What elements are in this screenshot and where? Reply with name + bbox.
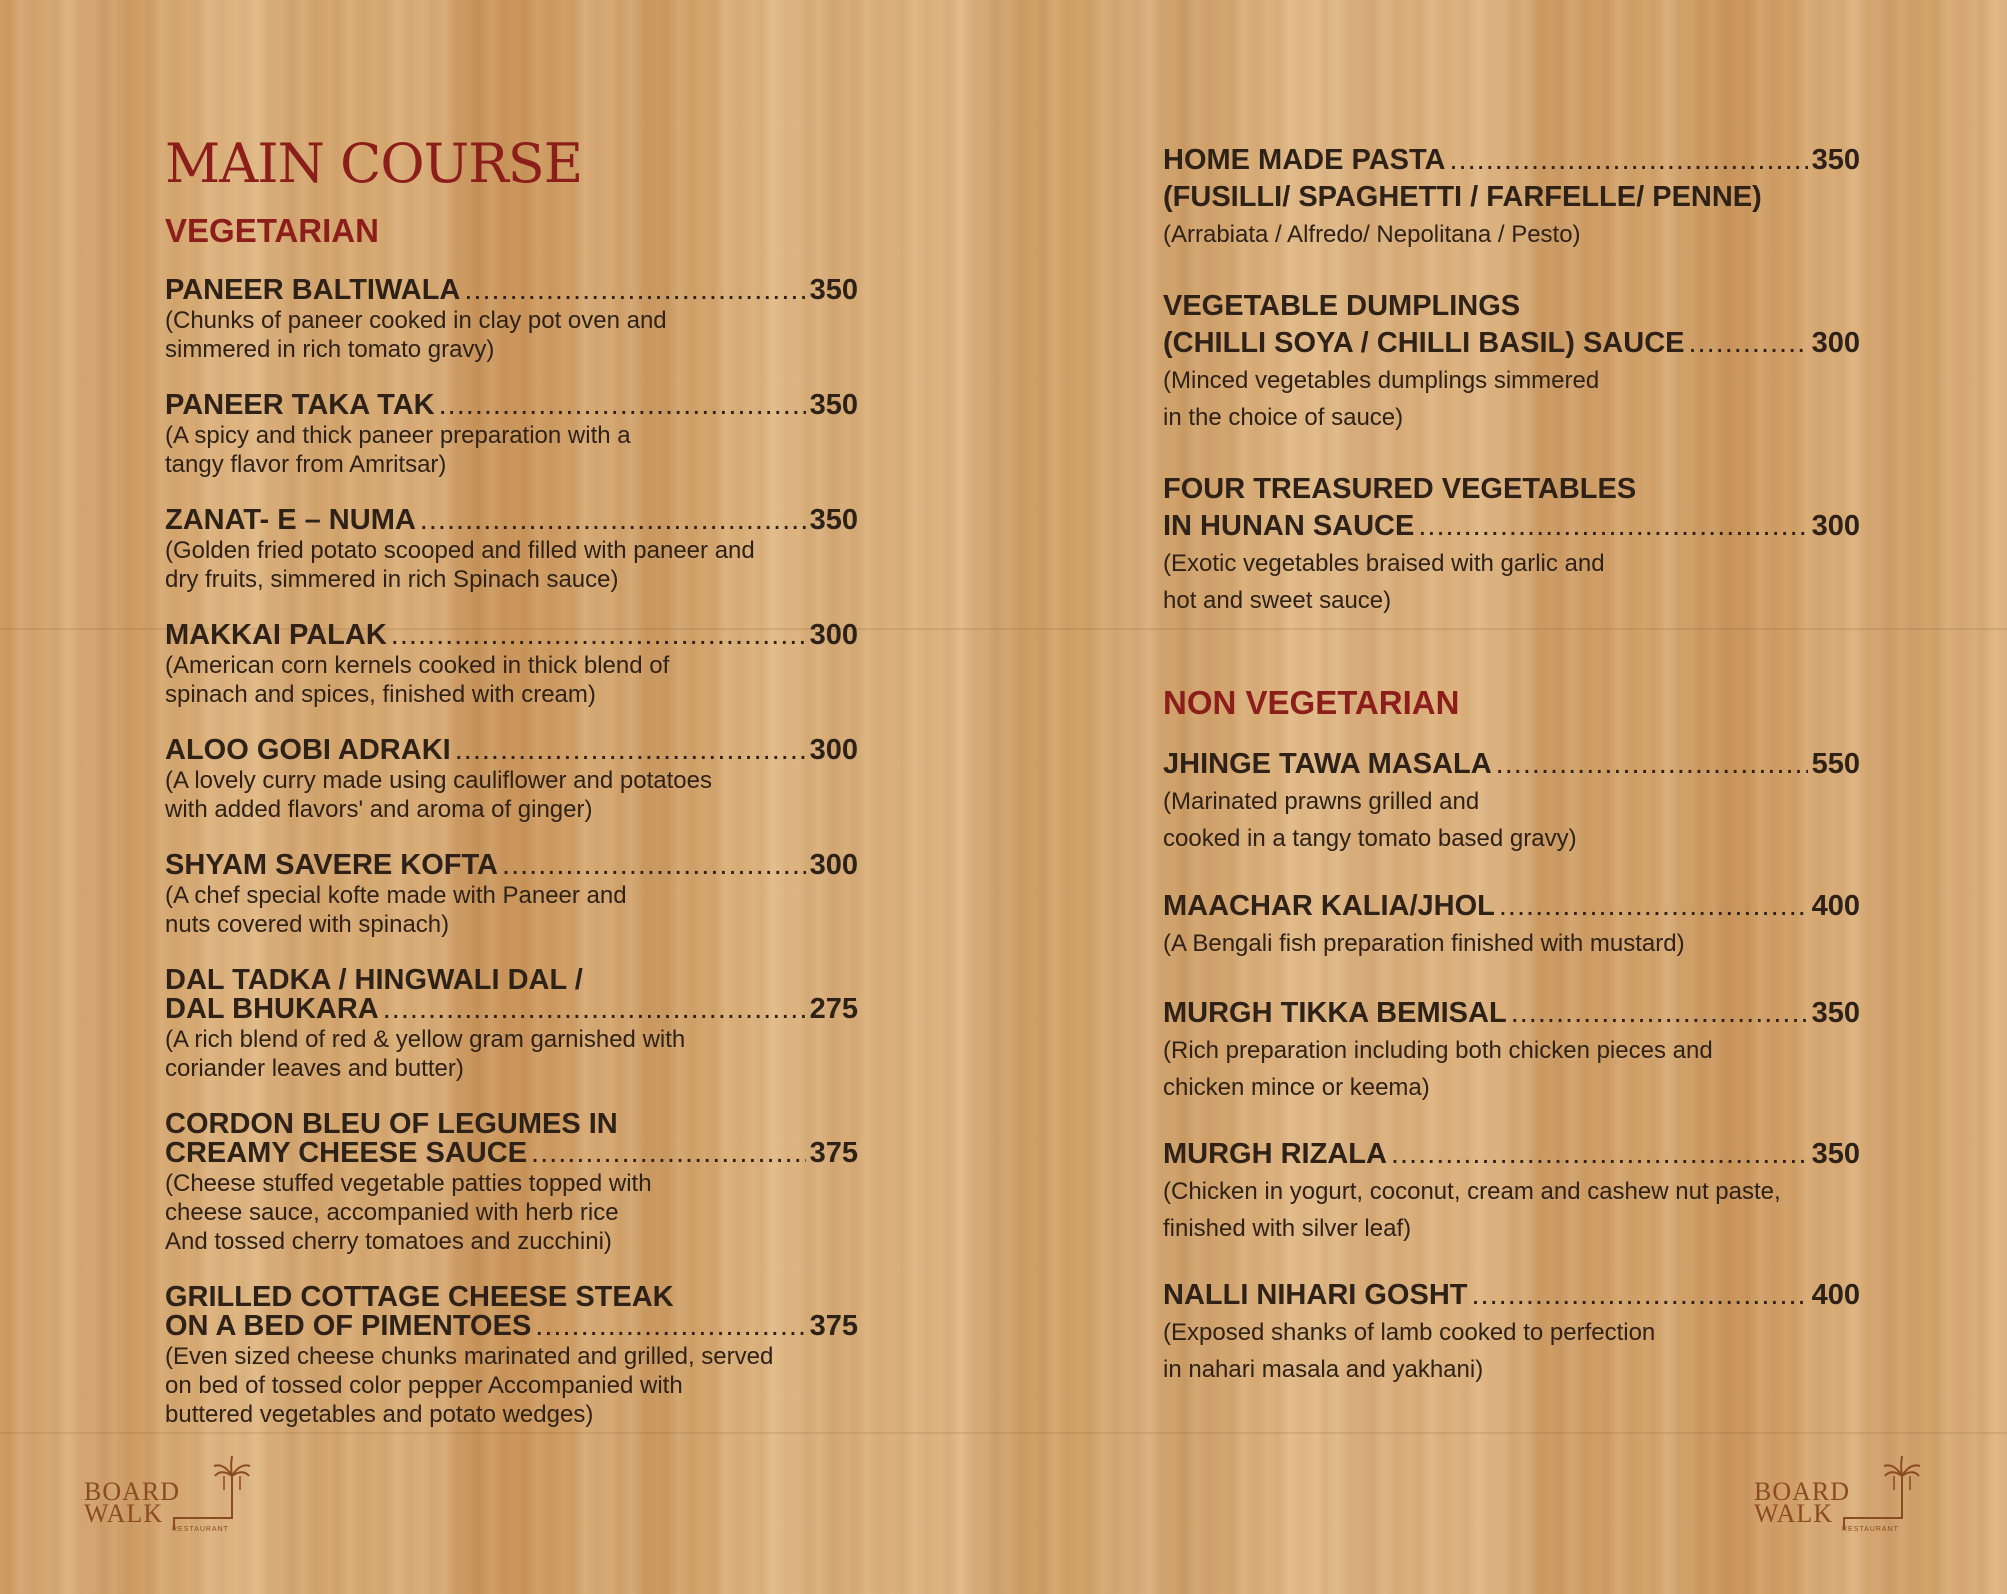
item-name: (CHILLI SOYA / CHILLI BASIL) SAUCE [1163, 327, 1685, 359]
item-price: 350 [1811, 1138, 1860, 1170]
item-description: (Cheese stuffed vegetable patties topped with cheese sauce, accompanied with herb rice And tossed cherry tomatoes and zucchini) [165, 1170, 652, 1255]
menu-item [1163, 1277, 1860, 1388]
logo-tagline: RESTAURANT [1842, 1526, 1899, 1533]
dot-leader [502, 851, 806, 880]
menu-page-left [0, 0, 1003, 1594]
menu-item [1163, 288, 1860, 436]
item-name: PANEER BALTIWALA [165, 274, 461, 306]
menu-item [1163, 471, 1860, 619]
item-name-line1: FOUR TREASURED VEGETABLES [1163, 473, 1637, 505]
dot-leader [1511, 995, 1808, 1032]
logo-tagline: RESTAURANT [172, 1526, 229, 1533]
item-price: 300 [1811, 327, 1860, 359]
item-name: MURGH TIKKA BEMISAL [1163, 997, 1507, 1029]
dot-leader [439, 391, 806, 420]
item-description: (A Bengali fish preparation finished with mustard) [1163, 930, 1685, 957]
item-name: MAACHAR KALIA/JHOL [1163, 890, 1495, 922]
item-description: (Arrabiata / Alfredo/ Nepolitana / Pesto) [1163, 221, 1581, 248]
page-title: MAIN COURSE [165, 132, 583, 195]
menu-item [1163, 1136, 1860, 1247]
item-name-line1: DAL TADKA / HINGWALI DAL / [165, 964, 583, 996]
item-description: (A chef special kofte made with Paneer and nuts covered with spinach) [165, 882, 627, 938]
item-price: 550 [1811, 748, 1860, 780]
logo-text-board: BOARD [1754, 1477, 1851, 1506]
item-description: (Exposed shanks of lamb cooked to perfection in nahari masala and yakhani) [1163, 1319, 1656, 1383]
dot-leader [391, 621, 806, 650]
menu-page-right [1003, 0, 2007, 1594]
item-price: 375 [809, 1137, 858, 1169]
item-name: SHYAM SAVERE KOFTA [165, 849, 499, 881]
menu-item [1163, 888, 1860, 962]
menu-item [165, 391, 858, 479]
dot-leader [464, 276, 805, 305]
item-name: HOME MADE PASTA [1163, 144, 1446, 176]
item-name: NALLI NIHARI GOSHT [1163, 1279, 1468, 1311]
item-name: ON A BED OF PIMENTOES [165, 1310, 532, 1342]
item-name: MURGH RIZALA [1163, 1138, 1387, 1170]
menu-item [165, 851, 858, 939]
item-price: 275 [809, 993, 858, 1025]
menu-item [1163, 995, 1860, 1106]
item-price: 350 [1811, 997, 1860, 1029]
item-description: (Chunks of paneer cooked in clay pot oven and simmered in rich tomato gravy) [165, 307, 667, 363]
item-name: MAKKAI PALAK [165, 619, 387, 651]
item-name: CREAMY CHEESE SAUCE [165, 1137, 528, 1169]
dot-leader [1418, 508, 1807, 545]
item-description: (Exotic vegetables braised with garlic and hot and sweet sauce) [1163, 550, 1605, 614]
item-price: 400 [1811, 890, 1860, 922]
dot-leader [1499, 888, 1808, 925]
item-price: 300 [809, 734, 858, 766]
item-price: 300 [1811, 510, 1860, 542]
dot-leader [1688, 325, 1807, 362]
item-name: DAL BHUKARA [165, 993, 379, 1025]
menu-item [165, 966, 858, 1083]
item-description: (A rich blend of red & yellow gram garnished with coriander leaves and butter) [165, 1026, 686, 1082]
item-price: 400 [1811, 1279, 1860, 1311]
item-description: (Rich preparation including both chicken pieces and chicken mince or keema) [1163, 1037, 1713, 1101]
menu-item [1163, 142, 1860, 253]
item-name-line1: CORDON BLEU OF LEGUMES IN [165, 1108, 618, 1140]
dot-leader [1472, 1277, 1808, 1314]
dot-leader [420, 506, 806, 535]
logo-text-walk: WALK [1754, 1499, 1834, 1528]
item-description: (Minced vegetables dumplings simmered in the choice of sauce) [1163, 367, 1600, 431]
item-name: PANEER TAKA TAK [165, 389, 435, 421]
section-heading-non-vegetarian: NON VEGETARIAN [1163, 684, 1460, 721]
boardwalk-logo [84, 1456, 259, 1536]
dot-leader [531, 1139, 806, 1168]
item-price: 350 [809, 504, 858, 536]
boardwalk-logo [1754, 1456, 1929, 1536]
item-description: (Marinated prawns grilled and cooked in a tangy tomato based gravy) [1163, 788, 1577, 852]
logo-text-board: BOARD [84, 1477, 181, 1506]
item-description: (Golden fried potato scooped and filled with paneer and dry fruits, simmered in rich Spinach sauce) [165, 537, 755, 593]
item-price: 300 [809, 619, 858, 651]
menu-item [165, 506, 858, 594]
item-name: ZANAT- E – NUMA [165, 504, 416, 536]
item-description: (American corn kernels cooked in thick blend of spinach and spices, finished with cream) [165, 652, 670, 708]
item-price: 350 [809, 389, 858, 421]
menu-item [165, 276, 858, 364]
item-price: 375 [809, 1310, 858, 1342]
item-price: 350 [1811, 144, 1860, 176]
item-name: JHINGE TAWA MASALA [1163, 748, 1492, 780]
dot-leader [535, 1312, 805, 1341]
dot-leader [383, 995, 806, 1024]
item-name-line1: GRILLED COTTAGE CHEESE STEAK [165, 1281, 674, 1313]
menu-item [165, 1283, 858, 1429]
item-description: (Chicken in yogurt, coconut, cream and cashew nut paste, finished with silver leaf) [1163, 1178, 1781, 1242]
dot-leader [455, 736, 806, 765]
item-name-line1: VEGETABLE DUMPLINGS [1163, 290, 1521, 322]
dot-leader [1391, 1136, 1808, 1173]
menu-item [165, 736, 858, 824]
item-description: (Even sized cheese chunks marinated and grilled, served on bed of tossed color pepper Accompanied with buttered vegetables and potato wedges) [165, 1343, 774, 1428]
item-name: IN HUNAN SAUCE [1163, 510, 1415, 542]
menu-item [165, 1110, 858, 1256]
menu-item [1163, 746, 1860, 857]
item-description: (A lovely curry made using cauliflower and potatoes with added flavors' and aroma of ginger) [165, 767, 712, 823]
item-price: 350 [809, 274, 858, 306]
logo-text-walk: WALK [84, 1499, 164, 1528]
item-price: 300 [809, 849, 858, 881]
menu-item [165, 621, 858, 709]
dot-leader [1496, 746, 1808, 783]
section-heading-vegetarian: VEGETARIAN [165, 212, 379, 249]
item-name: ALOO GOBI ADRAKI [165, 734, 451, 766]
item-description: (A spicy and thick paneer preparation with a tangy flavor from Amritsar) [165, 422, 631, 478]
item-name-line2: (FUSILLI/ SPAGHETTI / FARFELLE/ PENNE) [1163, 181, 1762, 213]
dot-leader [1449, 142, 1807, 179]
